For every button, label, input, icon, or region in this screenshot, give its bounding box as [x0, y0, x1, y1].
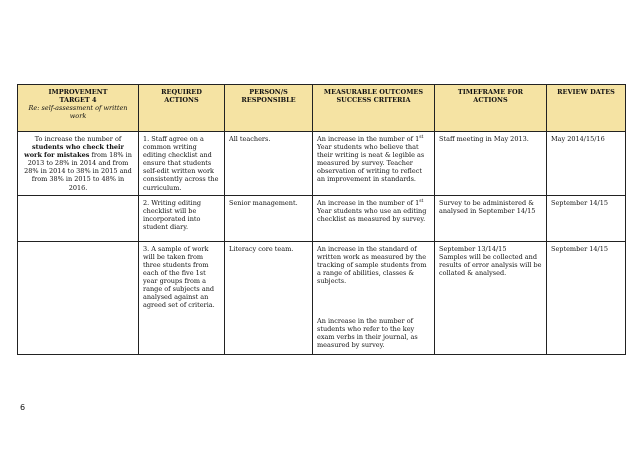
header-timeframe — [435, 85, 547, 132]
paragraph-gap — [317, 285, 430, 317]
header-row — [18, 85, 626, 132]
header-text: REVIEW DATES — [557, 88, 615, 96]
header-text: SUCCESS CRITERIA — [336, 96, 411, 105]
timeframe-text: September 13/14/15 — [439, 244, 507, 253]
ordinal-suffix: st — [419, 134, 424, 140]
header-text: IMPROVEMENT — [48, 88, 108, 96]
timeframe-text: Samples will be collected and results of error analysis will be collated & analysed. — [439, 252, 542, 277]
outcome-text: An increase in the standard of written work as measured by the tracking of sample students from a range of abilities, classes & subjects. — [317, 244, 427, 286]
table-row — [18, 195, 626, 241]
table-row — [18, 241, 626, 354]
header-measurable-outcomes — [313, 85, 435, 132]
table-row — [18, 132, 626, 196]
outcome-text: An increase in the number of students who refer to the key exam verbs in their journal, as measured by survey. — [317, 317, 418, 350]
review-cell: September 14/15 — [547, 241, 626, 354]
person-cell: Literacy core team. — [225, 241, 313, 354]
target-text: To increase the number of — [34, 135, 122, 143]
person-cell: All teachers. — [225, 132, 313, 196]
target-text: from 18% in 2013 to 28% in 2014 and from 28% in 2014 to 38% in 2015 and from 38% in 2015 to 48% in 2016. — [24, 151, 132, 192]
header-text: ACTIONS — [473, 96, 508, 105]
page-number: 6 — [20, 403, 26, 412]
timeframe-cell — [435, 241, 547, 354]
target-emphasis: students who check their work — [24, 143, 124, 160]
header-improvement-target — [18, 85, 139, 132]
target-emphasis: for mistakes — [44, 151, 90, 160]
action-cell: 2. Writing editing checklist will be incorporated into student diary. — [139, 195, 225, 241]
header-persons-responsible — [225, 85, 313, 132]
header-text: PERSON/S — [249, 88, 288, 96]
header-text: TARGET 4 — [59, 96, 97, 105]
review-cell: May 2014/15/16 — [547, 132, 626, 196]
target-cell — [18, 132, 139, 196]
timeframe-cell: Staff meeting in May 2013. — [435, 132, 547, 196]
empty-cell — [18, 195, 139, 241]
outcome-text: Year students who use an editing checklist as measured by survey. — [317, 206, 427, 223]
header-text: REQUIRED — [161, 88, 202, 96]
outcome-text: An increase in the number of 1 — [317, 198, 420, 207]
header-text: ACTIONS — [164, 96, 199, 105]
outcome-cell — [313, 132, 435, 196]
header-text: RESPONSIBLE — [241, 96, 296, 105]
improvement-plan-table — [17, 84, 626, 355]
action-cell: 1. Staff agree on a common writing editing checklist and ensure that students self-edit written work consistently across the curriculum. — [139, 132, 225, 196]
header-subtitle: Re: self-assessment of written — [28, 104, 128, 113]
person-cell: Senior management. — [225, 195, 313, 241]
header-text: TIMEFRAME FOR — [457, 88, 524, 96]
header-review-dates — [547, 85, 626, 132]
outcome-cell — [313, 241, 435, 354]
review-cell: September 14/15 — [547, 195, 626, 241]
header-required-actions — [139, 85, 225, 132]
ordinal-suffix: st — [419, 198, 424, 204]
header-subtitle: work — [69, 112, 87, 121]
outcome-cell — [313, 195, 435, 241]
action-cell: 3. A sample of work will be taken from three students from each of the five 1st year groups from a range of subjects and analysed against an agreed set of criteria. — [139, 241, 225, 354]
outcome-text: Year students who believe that their writing is neat & legible as measured by survey. Teacher observation of writing to reflect an improvement in standards. — [317, 143, 425, 184]
outcome-text: An increase in the number of 1 — [317, 135, 420, 143]
timeframe-cell: Survey to be administered & analysed in September 14/15 — [435, 195, 547, 241]
empty-cell — [18, 241, 139, 354]
header-text: MEASURABLE OUTCOMES — [323, 88, 424, 96]
